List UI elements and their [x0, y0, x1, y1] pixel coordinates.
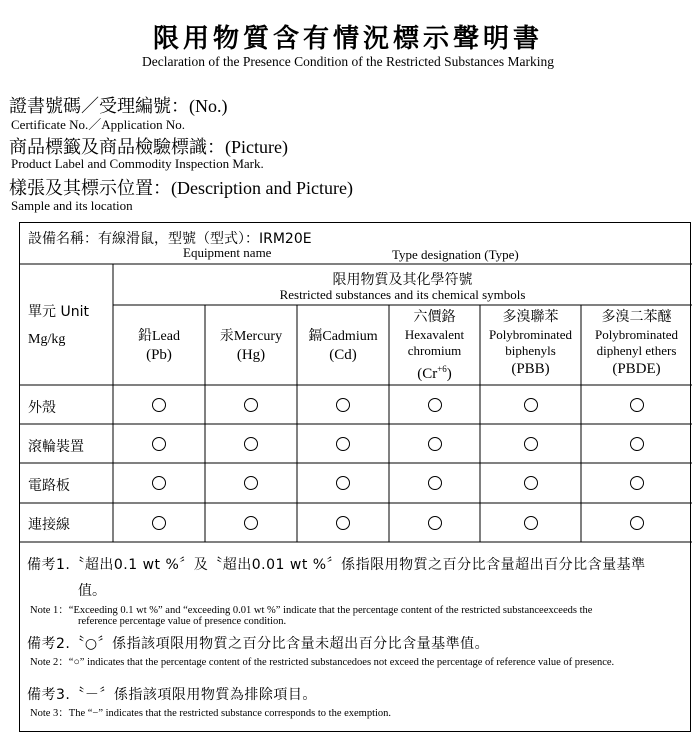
certificate-no-label: 證書號碼／受理編號：(No.) [9, 96, 228, 117]
column-header-mercury: 汞Mercury (Hg) [219, 329, 283, 363]
column-header-cadmium: 鎘Cadmium (Cd) [308, 329, 378, 363]
mark-r4-c5 [524, 516, 538, 530]
column-header-lead: 鉛Lead (Pb) [138, 329, 180, 363]
mark-r4-c4 [428, 516, 442, 530]
mark-r1-c6 [630, 398, 644, 412]
declaration-table [19, 222, 691, 732]
note-2-zh: 備考2.〝○〞係指該項限用物質之百分比含量未超出百分比含量基準值。 [27, 636, 490, 652]
mark-r4-c2 [244, 516, 258, 530]
row-label-cable: 連接線 [28, 517, 70, 533]
note-1-en: Note 1：“Exceeding 0.1 wt %” and “exceeding 0.01 wt %” indicate that the percentage content of the restricted substanceexceeds the [30, 605, 593, 616]
certificate-no-label-en: Certificate No.／Application No. [11, 117, 186, 132]
mark-r1-c4 [428, 398, 442, 412]
unit-header: 單元 Unit [28, 304, 89, 320]
mark-r3-c1 [152, 476, 166, 490]
mark-r2-c6 [630, 437, 644, 451]
note-1-zh: 備考1.〝超出0.1 wt %〞及〝超出0.01 wt %〞係指限用物質之百分比含量超出百分比含量基準 [27, 557, 646, 573]
mark-r4-c1 [152, 516, 166, 530]
document-subtitle: Declaration of the Presence Condition of the Restricted Substances Marking [141, 54, 554, 69]
mark-r3-c2 [244, 476, 258, 490]
note-2-en: Note 2：“○” indicates that the percentage content of the restricted substancedoes not exceed the percentage of reference value of presence. [30, 657, 615, 668]
substances-header-zh: 限用物質及其化學符號 [332, 272, 473, 288]
note-3-zh: 備考3.〝－〞係指該項限用物質為排除項目。 [27, 687, 317, 703]
mark-r3-c6 [630, 476, 644, 490]
mark-r2-c2 [244, 437, 258, 451]
mark-r1-c5 [524, 398, 538, 412]
substances-header-en: Restricted substances and its chemical symbols [279, 287, 526, 302]
sample-location-label: 樣張及其標示位置：(Description and Picture) [9, 178, 353, 199]
type-designation-en: Type designation (Type) [392, 247, 519, 262]
mark-r2-c4 [428, 437, 442, 451]
mark-r3-c4 [428, 476, 442, 490]
row-label-circuit-board: 電路板 [28, 478, 70, 494]
equipment-name-zh: 設備名稱：有線滑鼠，型號（型式）：IRM20E [28, 231, 312, 247]
mark-r2-c1 [152, 437, 166, 451]
product-label-label-en: Product Label and Commodity Inspection Mark. [11, 156, 264, 171]
row-label-housing: 外殼 [28, 400, 56, 416]
column-header-pbb: 多溴聯苯 Polybrominated biphenyls (PBB) [488, 309, 573, 377]
mark-r3-c3 [336, 476, 350, 490]
mark-r2-c3 [336, 437, 350, 451]
column-header-pbde: 多溴二苯醚 Polybrominated diphenyl ethers (PBDE) [594, 309, 679, 377]
equipment-name-en: Equipment name [183, 245, 272, 260]
document-title: 限用物質含有情況標示聲明書 [152, 24, 543, 54]
mark-r4-c3 [336, 516, 350, 530]
note-1-zh-cont: 值。 [78, 583, 106, 599]
mark-r1-c1 [152, 398, 166, 412]
sample-location-label-en: Sample and its location [11, 198, 133, 213]
mark-r1-c3 [336, 398, 350, 412]
mark-r3-c5 [524, 476, 538, 490]
row-label-scroll-wheel: 滾輪裝置 [28, 439, 84, 455]
note-1-en-cont: reference percentage value of presence condition. [78, 616, 287, 627]
mark-r1-c2 [244, 398, 258, 412]
mark-r2-c5 [524, 437, 538, 451]
unit-mgkg: Mg/kg [28, 332, 66, 347]
column-header-hexavalent-chromium: 六價鉻 Hexavalent chromium $(Cr^{+6})$ [404, 309, 465, 382]
note-3-en: Note 3：The “−” indicates that the restricted substance corresponds to the exemption. [30, 708, 392, 719]
product-label-label: 商品標籤及商品檢驗標識：(Picture) [9, 137, 288, 158]
mark-r4-c6 [630, 516, 644, 530]
